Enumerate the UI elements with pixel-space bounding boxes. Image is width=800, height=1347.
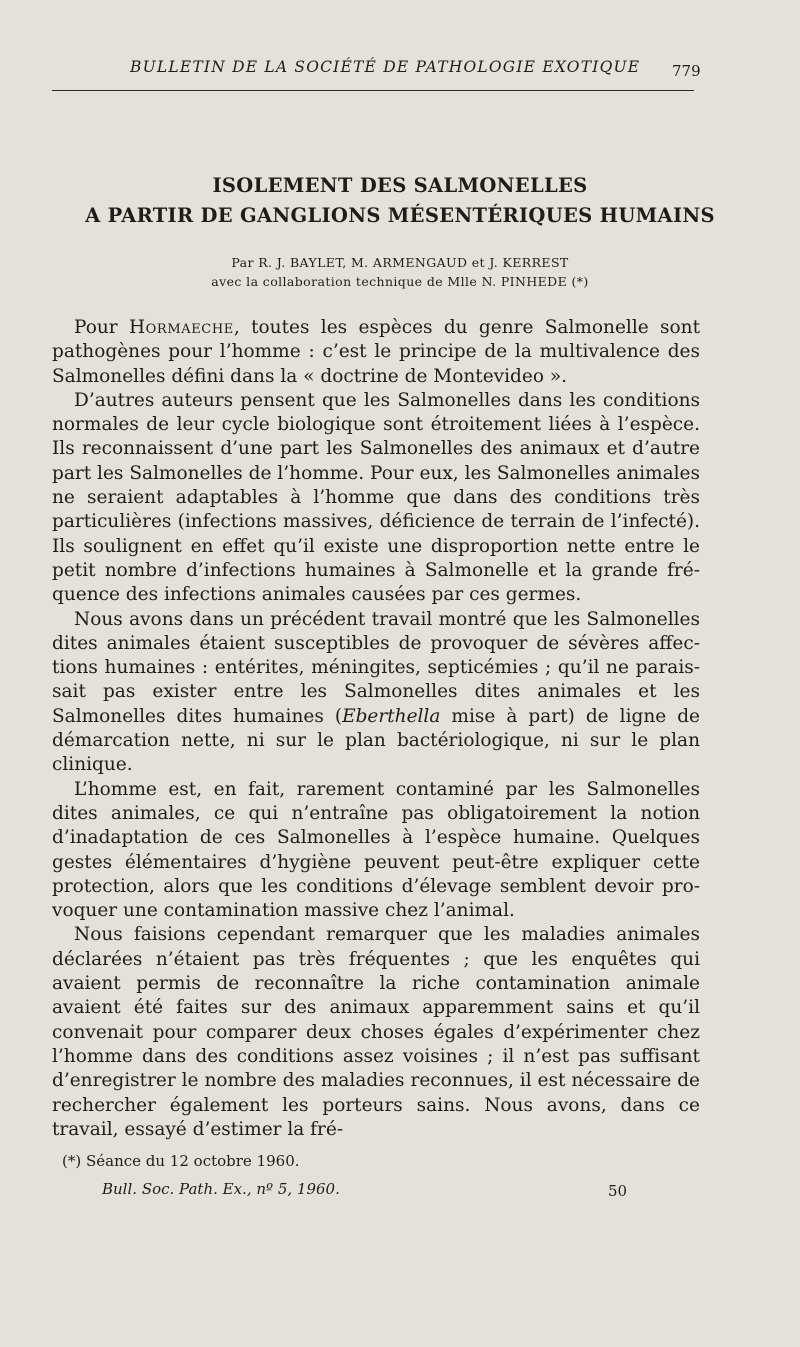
paragraph-2: D’autres auteurs pensent que les Salmonelles dans les conditions normales de leur cycle biologique sont étroitement liées à l’espèce. Ils reconnaissent d’une part les Salmonelles des animaux et d’autre part les Salmonelles de l’homme. Pour eux, les Salmonelles animales ne seraient adaptables à l’homme que dans des conditions très particulières (infections massives, déficience de terrain de l’infecté). Ils soulignent en effet qu’il existe une disproportion nette entre le petit nombre d’infections humaines à Salmonelle et la grande fréquence des infections animales causées par ces germes. bbox=[52, 389, 700, 606]
footnote: (*) Séance du 12 octobre 1960. bbox=[62, 1152, 300, 1170]
header-rule bbox=[52, 90, 694, 91]
page-number: 779 bbox=[672, 62, 701, 80]
article-body bbox=[52, 316, 700, 1142]
article-title-line-2: A PARTIR DE GANGLIONS MÉSENTÉRIQUES HUMAINS bbox=[85, 204, 715, 227]
paragraph-1-start: Pour bbox=[74, 317, 129, 338]
paragraph-1 bbox=[52, 316, 700, 389]
paragraph-3-text-b: mise à part) de ligne de démarcation nette, ni sur le plan bactériologique, ni sur le plan clinique. bbox=[52, 705, 701, 776]
bulletin-reference: Bull. Soc. Path. Ex., nº 5, 1960. bbox=[102, 1180, 340, 1198]
paragraph-1-text: , toutes les espèces du genre Salmonelle sont pathogènes pour l’homme : c’est le principe de la multivalence des Salmonelles défini dans la « doctrine de Montevideo ». bbox=[52, 317, 701, 387]
collaboration-line: avec la collaboration technique de Mlle N. PINHEDE (*) bbox=[211, 274, 589, 289]
paragraph-3-text-a: Nous avons dans un précédent travail montré que les Salmonelles dites animales étaient susceptibles de provoquer de sévères affections humaines : entérites, méningites, septicémies ; qu’il ne paraissait pas exister entre les Salmonelles dites animales et les Salmonelles dites humaines ( bbox=[52, 608, 700, 727]
article-title-line-1: ISOLEMENT DES SALMONELLES bbox=[212, 174, 588, 197]
sheet-number: 50 bbox=[608, 1182, 628, 1200]
italic-term: Eberthella bbox=[342, 705, 441, 727]
paragraph-5: Nous faisions cependant remarquer que les maladies animales déclarées n’étaient pas très fréquentes ; que les enquêtes qui avaient permis de reconnaître la riche contamination animale avaient été faites sur des animaux apparemment sains et qu’il convenait pour comparer deux choses égales d’expérimenter chez l’homme dans des conditions assez voisines ; il n’est pas suffisant d’enregistrer le nombre des maladies reconnues, il est nécessaire de rechercher également les porteurs sains. Nous avons, dans ce travail, essayé d’estimer la fré- bbox=[52, 924, 700, 1140]
paragraph-3 bbox=[52, 608, 700, 778]
authors-line: Par R. J. BAYLET, M. ARMENGAUD et J. KERREST bbox=[231, 255, 569, 270]
author-reference: Hormaeche bbox=[128, 317, 234, 338]
running-title: BULLETIN DE LA SOCIÉTÉ DE PATHOLOGIE EXOTIQUE bbox=[130, 58, 641, 76]
paragraph-4: L’homme est, en fait, rarement contaminé par les Salmonelles dites animales, ce qui n’entraîne pas obligatoirement la notion d’inadaptation de ces Salmonelles à l’espèce humaine. Quelques gestes élémentaires d’hygiène peuvent peut-être expliquer cette protection, alors que les conditions d’élevage semblent devoir provoquer une contamination massive chez l’animal. bbox=[52, 778, 700, 922]
